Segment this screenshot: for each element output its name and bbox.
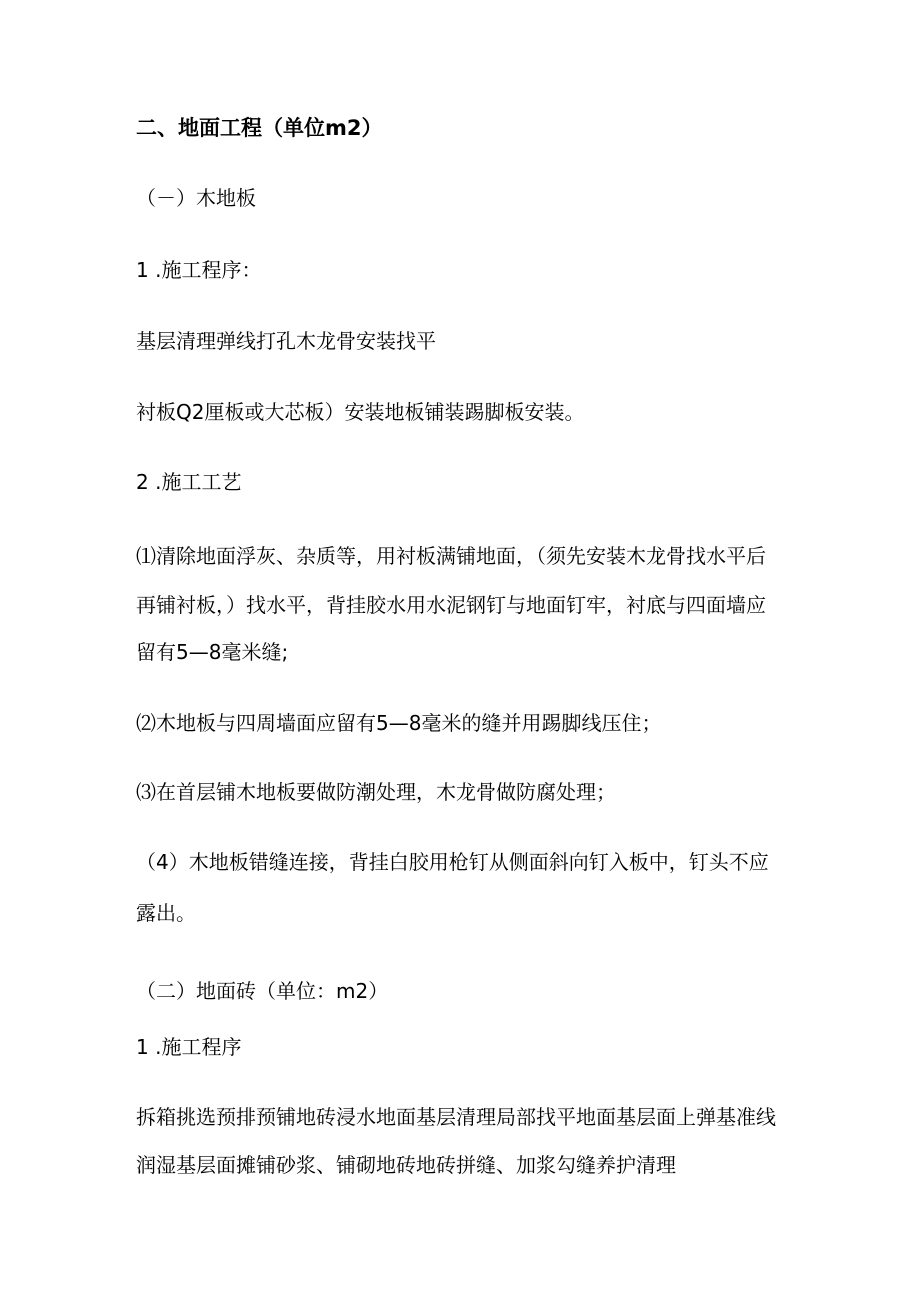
process-step-4-line: （4）木地板错缝连接，背挂白胶用枪钉从侧面斜向钉入板中，钉头不应 [136,850,769,874]
procedure-text-line: 润湿基层面摊铺砂浆、铺砌地砖地砖拼缝、加浆勾缝养护清理 [136,1153,676,1177]
item-title-construction-process: 2 .施工工艺 [136,470,242,494]
section-title-floor-tile: （二）地面砖（单位：m2） [136,979,389,1003]
procedure-text-line: 衬板Q2厘板或大芯板）安装地板铺装踢脚板安装。 [136,400,585,424]
procedure-text-line: 拆箱挑选预排预铺地砖浸水地面基层清理局部找平地面基层面上弹基准线 [136,1105,776,1129]
process-step-4-line: 露出。 [136,901,196,925]
item-title-construction-procedure: 1 .施工程序 [136,1035,242,1059]
process-step-3: ⑶在首层铺木地板要做防潮处理，木龙骨做防腐处理； [136,780,616,804]
item-title-construction-procedure: 1 .施工程序： [136,258,262,282]
page-heading: 二、地面工程（单位m2） [136,116,383,140]
process-step-1-line: 再铺衬板，）找水平，背挂胶水用水泥钢钉与地面钉牢，衬底与四面墙应 [136,593,766,617]
process-step-1-line: 留有5—8毫米缝; [136,640,289,664]
procedure-text-line: 基层清理弹线打孔木龙骨安装找平 [136,329,436,353]
section-title-wood-floor: （－）木地板 [136,186,256,210]
process-step-1-line: ⑴清除地面浮灰、杂质等，用衬板满铺地面，（须先安装木龙骨找水平后 [136,544,766,568]
process-step-2: ⑵木地板与四周墙面应留有5—8毫米的缝并用踢脚线压住； [136,711,662,735]
